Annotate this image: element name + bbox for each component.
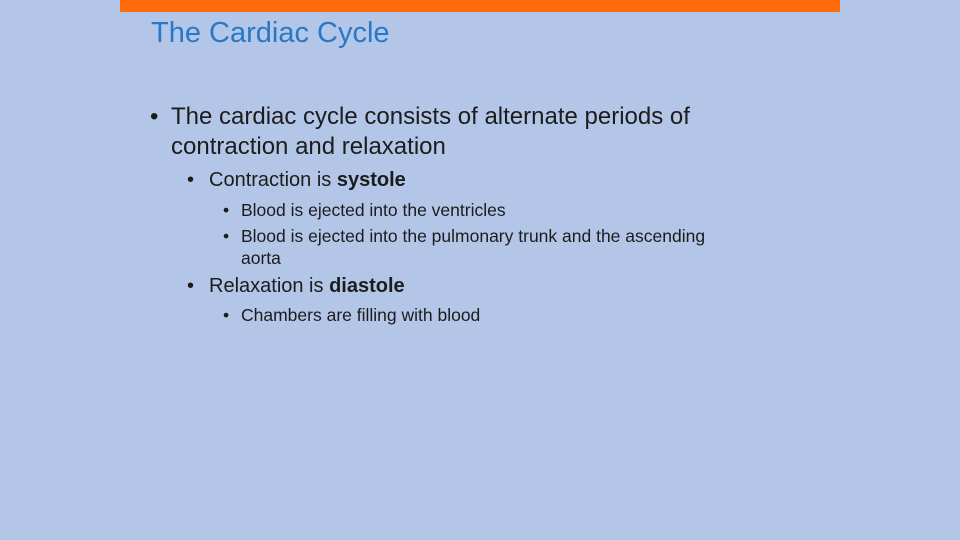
relaxation-prefix: Relaxation is [209, 275, 330, 297]
bullet-dot: • [150, 103, 159, 130]
bullet-contraction-detail-2 [223, 225, 721, 269]
bullet-dot: • [187, 169, 195, 191]
bullet-contraction [187, 168, 769, 192]
bullet-main-text: The cardiac cycle consists of alternate periods of contraction and relaxation [171, 103, 690, 160]
slide-title: The Cardiac Cycle [151, 17, 390, 49]
contraction-prefix: Contraction is [209, 169, 337, 191]
contraction-term: systole [336, 169, 406, 191]
bullet-relaxation-detail-1 [223, 304, 721, 326]
contraction-detail-text: Blood is ejected into the pulmonary trunk and the ascending aorta [241, 226, 706, 268]
bullet-relaxation [187, 274, 769, 298]
bullet-dot: • [187, 275, 195, 297]
bullet-dot: • [223, 200, 230, 220]
bullet-contraction-detail-1 [223, 199, 721, 221]
relaxation-detail-text: Chambers are filling with blood [241, 305, 481, 325]
contraction-detail-text: Blood is ejected into the ventricles [241, 200, 506, 220]
relaxation-term: diastole [329, 275, 405, 297]
bullet-main [150, 102, 811, 162]
bullet-dot: • [223, 226, 230, 246]
bullet-dot: • [223, 305, 230, 325]
